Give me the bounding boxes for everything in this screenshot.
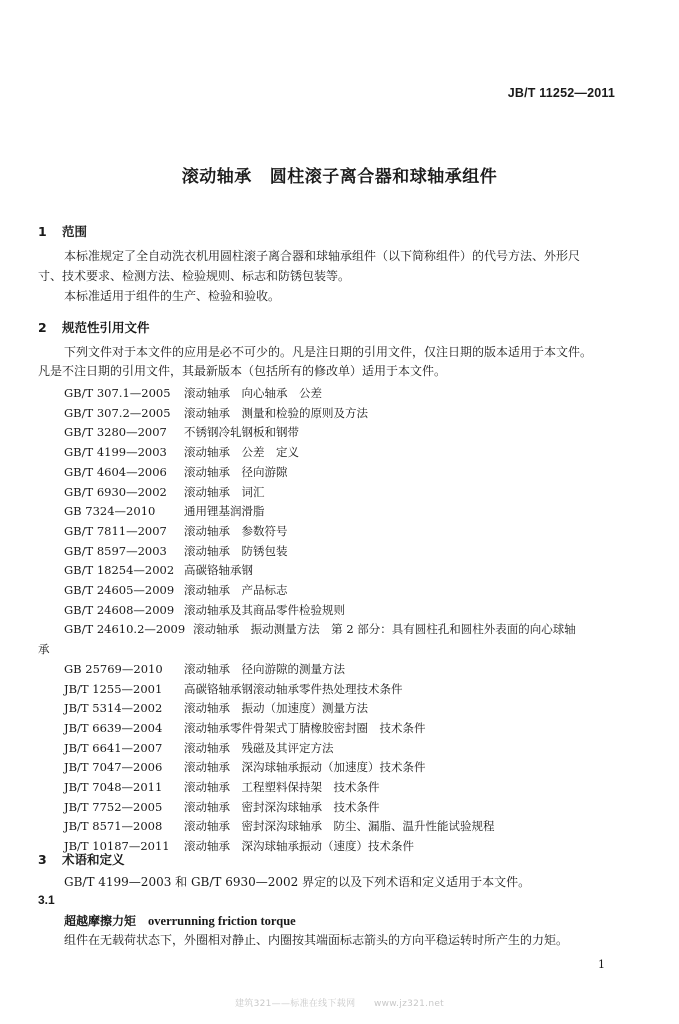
- reference-title: 滚动轴承 密封深沟球轴承 防尘、漏脂、温升性能试验规程: [184, 819, 495, 834]
- reference-code: GB 25769—2010: [64, 661, 163, 676]
- reference-title: 不锈钢冷轧钢板和钢带: [184, 425, 299, 440]
- reference-code: GB/T 24610.2—2009: [64, 622, 186, 637]
- section-1-title: 范围: [62, 224, 88, 239]
- reference-code: GB/T 4604—2006: [64, 464, 167, 479]
- reference-code: JB/T 6641—2007: [64, 740, 163, 755]
- scope-paragraph-1-line-2: 寸、技术要求、检测方法、检验规则、标志和防锈包装等。: [38, 269, 351, 283]
- section-1-number: 1: [38, 224, 47, 239]
- reference-code: GB/T 7811—2007: [64, 523, 167, 538]
- reference-title: 滚动轴承 公差 定义: [184, 445, 299, 460]
- reference-item: [64, 661, 345, 677]
- reference-item: [64, 740, 334, 756]
- reference-item: [64, 464, 288, 480]
- reference-item: [64, 681, 403, 697]
- reference-title: 滚动轴承 词汇: [184, 484, 265, 499]
- reference-title: 通用锂基润滑脂: [184, 504, 265, 519]
- section-3-number: 3: [38, 852, 47, 867]
- standard-code: JB/T 11252—2011: [507, 86, 615, 100]
- reference-item: [64, 444, 299, 460]
- reference-code: GB/T 307.1—2005: [64, 386, 171, 400]
- page-number: 1: [598, 958, 605, 971]
- scope-paragraph-1-line-1: 本标准规定了全自动洗衣机用圆柱滚子离合器和球轴承组件（以下简称组件）的代号方法、外形尺: [64, 249, 581, 263]
- term-definition: 组件在无载荷状态下，外圈相对静止、内圈按其端面标志箭头的方向平稳运转时所产生的力矩。: [64, 933, 569, 947]
- reference-item: [64, 405, 368, 421]
- section-3-title: 术语和定义: [62, 852, 125, 867]
- term-number: 3.1: [38, 893, 55, 907]
- reference-item: [64, 385, 322, 401]
- footer-watermark: 建筑321——标准在线下载网 www.jz321.net: [234, 999, 445, 1009]
- reference-item: [64, 621, 576, 637]
- reference-item: [64, 818, 495, 834]
- reference-item: [64, 799, 380, 815]
- terms-intro: GB/T 4199—2003 和 GB/T 6930—2002 界定的以及下列术语和定义适用于本文件。: [64, 875, 531, 889]
- reference-title: 滚动轴承 产品标志: [184, 583, 288, 597]
- section-2-title: 规范性引用文件: [62, 320, 150, 335]
- reference-code: GB/T 307.2—2005: [64, 405, 171, 420]
- reference-item: [64, 523, 288, 539]
- term-chinese: 超越摩擦力矩: [64, 914, 137, 928]
- reference-item: [64, 582, 288, 598]
- reference-item: [64, 484, 265, 500]
- reference-code: GB/T 3280—2007: [64, 425, 167, 440]
- reference-title: 滚动轴承 径向游隙的测量方法: [184, 661, 345, 676]
- section-2-number: 2: [38, 320, 47, 335]
- reference-title: 滚动轴承 径向游隙: [184, 464, 288, 479]
- reference-title: 滚动轴承 振动测量方法 第 2 部分：具有圆柱孔和圆柱外表面的向心球轴: [193, 622, 576, 637]
- reference-item: [64, 503, 265, 519]
- reference-title: 滚动轴承 振动（加速度）测量方法: [184, 701, 368, 716]
- title-part-1: 滚动轴承: [181, 167, 252, 187]
- reference-title: 滚动轴承 深沟球轴承振动（加速度）技术条件: [184, 760, 426, 775]
- reference-code: GB/T 8597—2003: [64, 543, 167, 558]
- reference-code: JB/T 5314—2002: [64, 701, 163, 716]
- reference-item: [64, 543, 288, 559]
- reference-title: 滚动轴承及其商品零件检验规则: [184, 602, 345, 617]
- scope-paragraph-2: 本标准适用于组件的生产、检验和验收。: [64, 289, 281, 303]
- refs-intro-line-2: 凡是不注日期的引用文件，其最新版本（包括所有的修改单）适用于本文件。: [38, 364, 447, 378]
- reference-title: 滚动轴承零件骨架式丁腈橡胶密封圈 技术条件: [184, 720, 426, 735]
- document-title: [0, 162, 679, 187]
- section-1-heading: [38, 222, 87, 240]
- reference-title: 高碳铬轴承钢: [184, 563, 253, 578]
- refs-intro-line-1: 下列文件对于本文件的应用是必不可少的。凡是注日期的引用文件，仅注日期的版本适用于本文件。: [64, 345, 593, 359]
- reference-title: 滚动轴承 深沟球轴承振动（速度）技术条件: [184, 839, 414, 854]
- reference-item: [64, 424, 299, 440]
- reference-item: [64, 759, 426, 775]
- reference-item: [64, 562, 253, 578]
- reference-title: 滚动轴承 向心轴承 公差: [184, 386, 322, 400]
- reference-title: 滚动轴承 防锈包装: [184, 543, 288, 558]
- reference-title: 高碳铬轴承钢滚动轴承零件热处理技术条件: [184, 681, 403, 696]
- reference-code: GB 7324—2010: [64, 504, 156, 519]
- reference-code: JB/T 7752—2005: [64, 799, 163, 814]
- reference-title: 滚动轴承 参数符号: [184, 523, 288, 538]
- reference-code: JB/T 7047—2006: [64, 760, 163, 775]
- term-english: overrunning friction torque: [148, 914, 296, 928]
- reference-code: GB/T 6930—2002: [64, 484, 167, 499]
- reference-code: GB/T 18254—2002: [64, 563, 175, 578]
- reference-code: JB/T 10187—2011: [64, 839, 170, 854]
- reference-code: JB/T 8571—2008: [64, 819, 163, 834]
- reference-code: JB/T 6639—2004: [64, 720, 163, 735]
- reference-title: 滚动轴承 测量和检验的原则及方法: [184, 405, 368, 420]
- reference-title-continuation: 承: [38, 642, 50, 657]
- reference-item: [64, 602, 345, 618]
- section-3-heading: [38, 850, 125, 868]
- reference-code: JB/T 1255—2001: [64, 681, 163, 696]
- reference-title: 滚动轴承 工程塑料保持架 技术条件: [184, 780, 380, 794]
- reference-code: JB/T 7048—2011: [64, 780, 163, 794]
- reference-code: GB/T 24608—2009: [64, 602, 175, 617]
- section-2-heading: [38, 318, 150, 336]
- reference-code: GB/T 4199—2003: [64, 445, 167, 460]
- reference-code: GB/T 24605—2009: [64, 583, 175, 597]
- reference-item: [64, 700, 368, 716]
- reference-item: [64, 720, 426, 736]
- term-heading: [64, 912, 296, 929]
- reference-item: [64, 779, 380, 795]
- reference-title: 滚动轴承 残磁及其评定方法: [184, 740, 334, 755]
- reference-title: 滚动轴承 密封深沟球轴承 技术条件: [184, 799, 380, 814]
- title-part-2: 圆柱滚子离合器和球轴承组件: [269, 167, 498, 187]
